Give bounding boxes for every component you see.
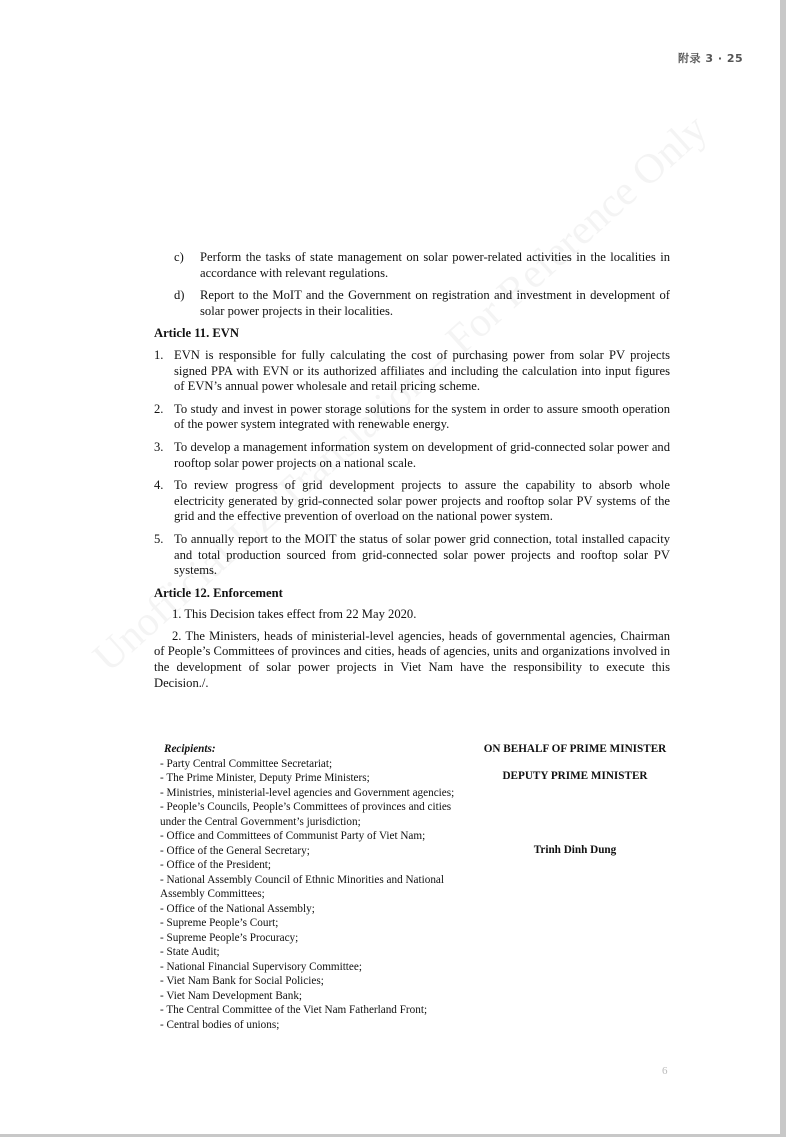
recipient-item: - Office and Committees of Communist Party of Viet Nam;	[160, 830, 426, 842]
item-label: d)	[174, 288, 185, 303]
article-12-title: Article 12. Enforcement	[154, 585, 283, 600]
list-item	[154, 288, 670, 319]
item-label: c)	[174, 250, 184, 264]
list-item	[154, 402, 670, 433]
recipient-item: - Office of the National Assembly;	[160, 902, 315, 915]
item-text: EVN is responsible for fully calculating the cost of purchasing power from solar PV projects signed PPA with EVN or its authorized affiliates and including the calculation into input figures of EVN’s annual power wholesale and retail pricing scheme.	[174, 347, 670, 394]
list-item	[154, 532, 670, 579]
item-text: To study and invest in power storage solutions for the system in order to assure smooth operation of the power system integrated with renewable energy.	[174, 401, 670, 432]
list-item	[154, 440, 670, 471]
recipient-item: - The Central Committee of the Viet Nam Fatherland Front;	[160, 1004, 428, 1016]
page-number: 6	[662, 1065, 668, 1077]
item-label: 2.	[154, 401, 164, 416]
item-text: To develop a management information system on development of grid-connected solar power and rooftop solar power projects on a national scale.	[174, 439, 670, 470]
list-item	[154, 348, 670, 395]
recipient-item: - Supreme People’s Court;	[160, 917, 279, 929]
item-text: To review progress of grid development projects to assure the capability to absorb whole electricity generated by grid-connected solar power projects and rooftop solar PV systems of the grid and the effective prevention of overload on the national power system.	[174, 478, 670, 524]
recipients-title: Recipients:	[164, 743, 216, 755]
paragraph: 2. The Ministers, heads of ministerial-level agencies, heads of governmental agencies, Chairman of People’s Committees of provinces and cities, heads of agencies, units and organizations involved in the development of solar power projects in Viet Nam have the responsibility to execute this Decision./.	[154, 628, 670, 690]
item-text: Perform the tasks of state management on solar power-related activities in the localities in accordance with relevant regulations.	[200, 250, 670, 280]
item-label: 4.	[154, 478, 164, 493]
document-body	[154, 250, 670, 697]
recipient-item: - Office of the President;	[160, 859, 272, 871]
recipient-item: - State Audit;	[160, 946, 220, 958]
recipient-item: - Ministries, ministerial-level agencies and Government agencies;	[160, 786, 455, 799]
recipient-item: - Supreme People’s Procuracy;	[160, 931, 299, 944]
list-item	[154, 478, 670, 525]
signature-block	[472, 742, 678, 856]
item-label: 3.	[154, 439, 164, 454]
recipient-item: - Central bodies of unions;	[160, 1018, 280, 1031]
list-item	[154, 250, 670, 281]
signatory-name: Trinh Dinh Dung	[533, 844, 617, 856]
recipient-item: - People’s Councils, People’s Committees of provinces and cities under the Central Government’s jurisdiction;	[160, 801, 452, 828]
paragraph: 1. This Decision takes effect from 22 May 2020.	[172, 607, 417, 622]
signature-title: DEPUTY PRIME MINISTER	[502, 770, 648, 782]
recipient-item: - National Financial Supervisory Committee;	[160, 960, 362, 973]
recipient-item: - Viet Nam Bank for Social Policies;	[160, 975, 324, 987]
signature-authority: ON BEHALF OF PRIME MINISTER	[483, 743, 667, 755]
recipients-block	[160, 742, 470, 1032]
recipient-item: - Viet Nam Development Bank;	[160, 989, 303, 1002]
recipient-item: - Office of the General Secretary;	[160, 844, 310, 857]
item-text: To annually report to the MOIT the status of solar power grid connection, total installed capacity and total production sourced from grid-connected solar power projects and rooftop solar PV systems.	[174, 531, 670, 578]
appendix-page-mark: 附录 3 · 25	[678, 52, 744, 65]
recipient-item: - National Assembly Council of Ethnic Minorities and National Assembly Committees;	[160, 873, 444, 900]
recipient-item: - The Prime Minister, Deputy Prime Ministers;	[160, 772, 370, 784]
item-label: 5.	[154, 531, 164, 546]
article-11-title: Article 11. EVN	[154, 326, 239, 341]
item-label: 1.	[154, 347, 164, 362]
item-text: Report to the MoIT and the Government on registration and investment in development of solar power projects in their localities.	[200, 288, 670, 318]
recipient-item: - Party Central Committee Secretariat;	[160, 757, 333, 770]
